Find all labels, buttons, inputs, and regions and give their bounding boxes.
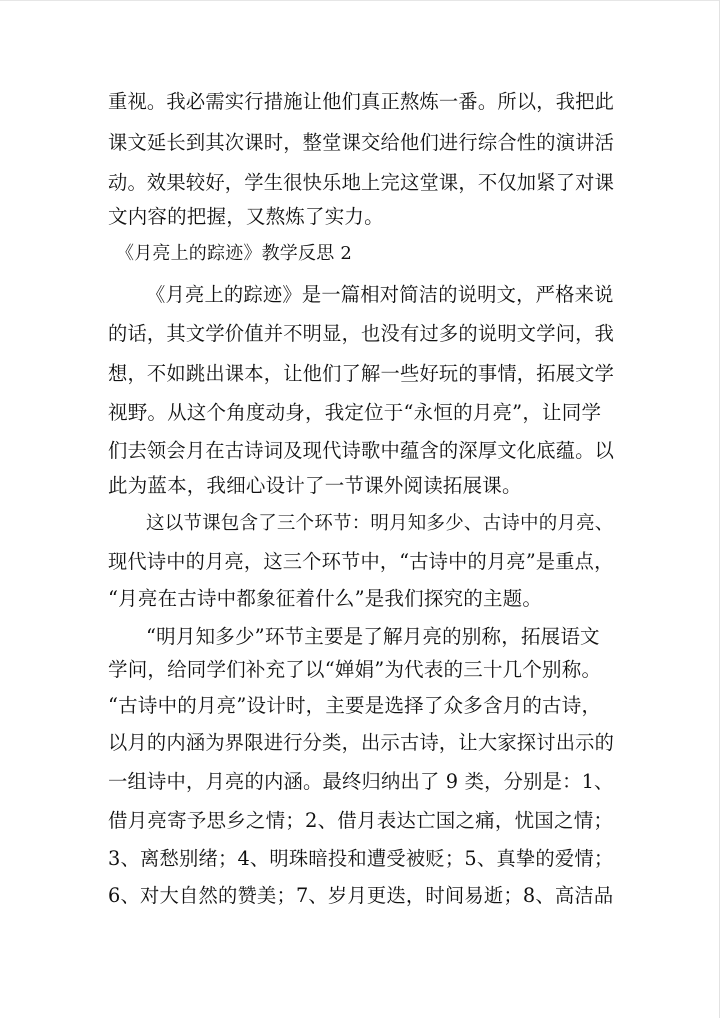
body-line: 重视。我必需实行措施让他们真正熬炼一番。所以，我把此 bbox=[108, 90, 615, 113]
paragraph-first-line: 这以节课包含了三个环节：明月知多少、古诗中的月亮、 bbox=[146, 513, 614, 534]
paragraph-first-line: “明月知多少”环节主要是了解月亮的别称，拓展语文 bbox=[146, 625, 600, 648]
body-line: 文内容的把握，又熬炼了实力。 bbox=[108, 205, 384, 228]
body-line: 借月亮寄予思乡之情；2、借月表达亡国之痛，忧国之情； bbox=[108, 809, 614, 832]
body-line: 们去领会月在古诗词及现代诗歌中蕴含的深厚文化底蕴。以 bbox=[108, 439, 615, 462]
body-line: 3、离愁别绪；4、明珠暗投和遭受被贬；5、真挚的爱情； bbox=[108, 847, 614, 870]
body-line: “月亮在古诗中都象征着什么”是我们探究的主题。 bbox=[108, 587, 543, 610]
section-heading: 《月亮上的踪迹》教学反思 2 bbox=[116, 243, 352, 264]
body-line: 6、对大自然的赞美；7、岁月更迭，时间易逝；8、高洁品 bbox=[108, 884, 614, 907]
page-top-edge bbox=[0, 0, 720, 1]
body-line: 以月的内涵为界限进行分类，出示古诗，让大家探讨出示的 bbox=[108, 731, 615, 754]
body-line: 一组诗中，月亮的内涵。最终归纳出了 9 类，分别是：1、 bbox=[108, 770, 614, 793]
body-line: 现代诗中的月亮，这三个环节中，“古诗中的月亮”是重点， bbox=[108, 550, 614, 573]
body-line: 的话，其文学价值并不明显，也没有过多的说明文学问，我 bbox=[108, 322, 615, 345]
body-line: 动。效果较好，学生很快乐地上完这堂课，不仅加紧了对课 bbox=[108, 171, 615, 194]
body-line: “古诗中的月亮”设计时，主要是选择了众多含月的古诗， bbox=[108, 694, 602, 717]
body-line: 此为蓝本，我细心设计了一节课外阅读拓展课。 bbox=[108, 474, 522, 497]
body-line: 学问，给同学们补充了以“婵娟”为代表的三十几个别称。 bbox=[108, 658, 602, 681]
body-line: 课文延长到其次课时，整堂课交给他们进行综合性的演讲活 bbox=[108, 131, 615, 154]
body-line: 想，不如跳出课本，让他们了解一些好玩的事情，拓展文学 bbox=[108, 362, 615, 385]
paragraph-first-line: 《月亮上的踪迹》是一篇相对简洁的说明文，严格来说 bbox=[146, 283, 614, 306]
body-line: 视野。从这个角度动身，我定位于“永恒的月亮”，让同学 bbox=[108, 401, 602, 424]
